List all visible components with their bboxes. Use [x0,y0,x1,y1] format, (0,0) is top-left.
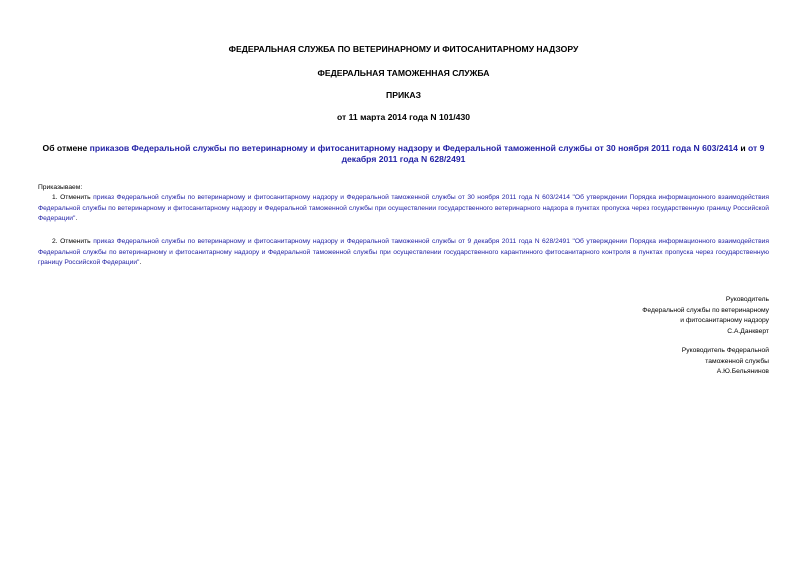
signature-2-title: Руководитель Федеральной [681,347,769,354]
document-type: ПРИКАЗ [386,90,421,100]
signature-2-name: А.Ю.Бельянинов [716,368,769,376]
paragraph-2 [38,237,769,269]
document-title [38,143,769,165]
paragraph-1-suffix: . [75,215,78,223]
title-middle: и [737,143,749,153]
paragraph-1 [38,193,769,225]
paragraph-2-prefix: 2. Отменить [52,238,94,245]
signature-1-title: Руководитель [725,296,769,303]
signature-1-agency-cont: и фитосанитарному надзору [680,317,769,325]
agency-heading-1: ФЕДЕРАЛЬНАЯ СЛУЖБА ПО ВЕТЕРИНАРНОМУ И ФИТОСАНИТАРНОМУ НАДЗОРУ [228,44,579,54]
signature-1-agency: Федеральной службы по ветеринарному [642,306,769,314]
title-prefix: Об отмене [42,143,90,153]
paragraph-2-link[interactable]: приказ Федеральной службы по ветеринарному и фитосанитарному надзору и Федеральной таможенной службы от 9 декабря 2011 года N 628/2491 "Об утверждении Порядка информационного взаимодействия Федеральной службы по ветеринарному и фитосанитарному надзору и Федеральной таможенной службы при осуществлении государственного карантинного фитосанитарного контроля в пунктах пропуска через государственную границу Российской Федерации" [38,238,769,267]
signature-block-1 [642,295,769,338]
signature-1-name: С.А.Данкверт [727,328,769,336]
paragraph-1-link[interactable]: приказ Федеральной службы по ветеринарному и фитосанитарному надзору и Федеральной таможенной службы от 30 ноября 2011 года N 603/2414 "Об утверждении Порядка информационного взаимодействия Федеральной службы по ветеринарному и фитосанитарному надзору и Федеральной таможенной службы при осуществлении государственного ветеринарного надзора в пунктах пропуска через государственную границу Российской Федерации" [38,194,769,223]
agency-heading-2: ФЕДЕРАЛЬНАЯ ТАМОЖЕННАЯ СЛУЖБА [317,68,490,78]
title-link-second-order[interactable]: от 9 декабря 2011 года N 628/2491 [341,143,765,164]
signature-block-2 [682,346,769,378]
intro-text: Приказываем: [38,184,83,191]
title-link-orders[interactable]: приказов Федеральной службы по ветеринарному и фитосанитарному надзору и Федеральной таможенной службы от 30 ноября 2011 года N 603/2414 [89,143,738,153]
paragraph-2-suffix: . [139,259,142,267]
document-date-number: от 11 марта 2014 года N 101/430 [336,112,471,122]
paragraph-1-prefix: 1. Отменить [52,194,94,201]
signature-2-agency: таможенной службы [705,357,769,365]
